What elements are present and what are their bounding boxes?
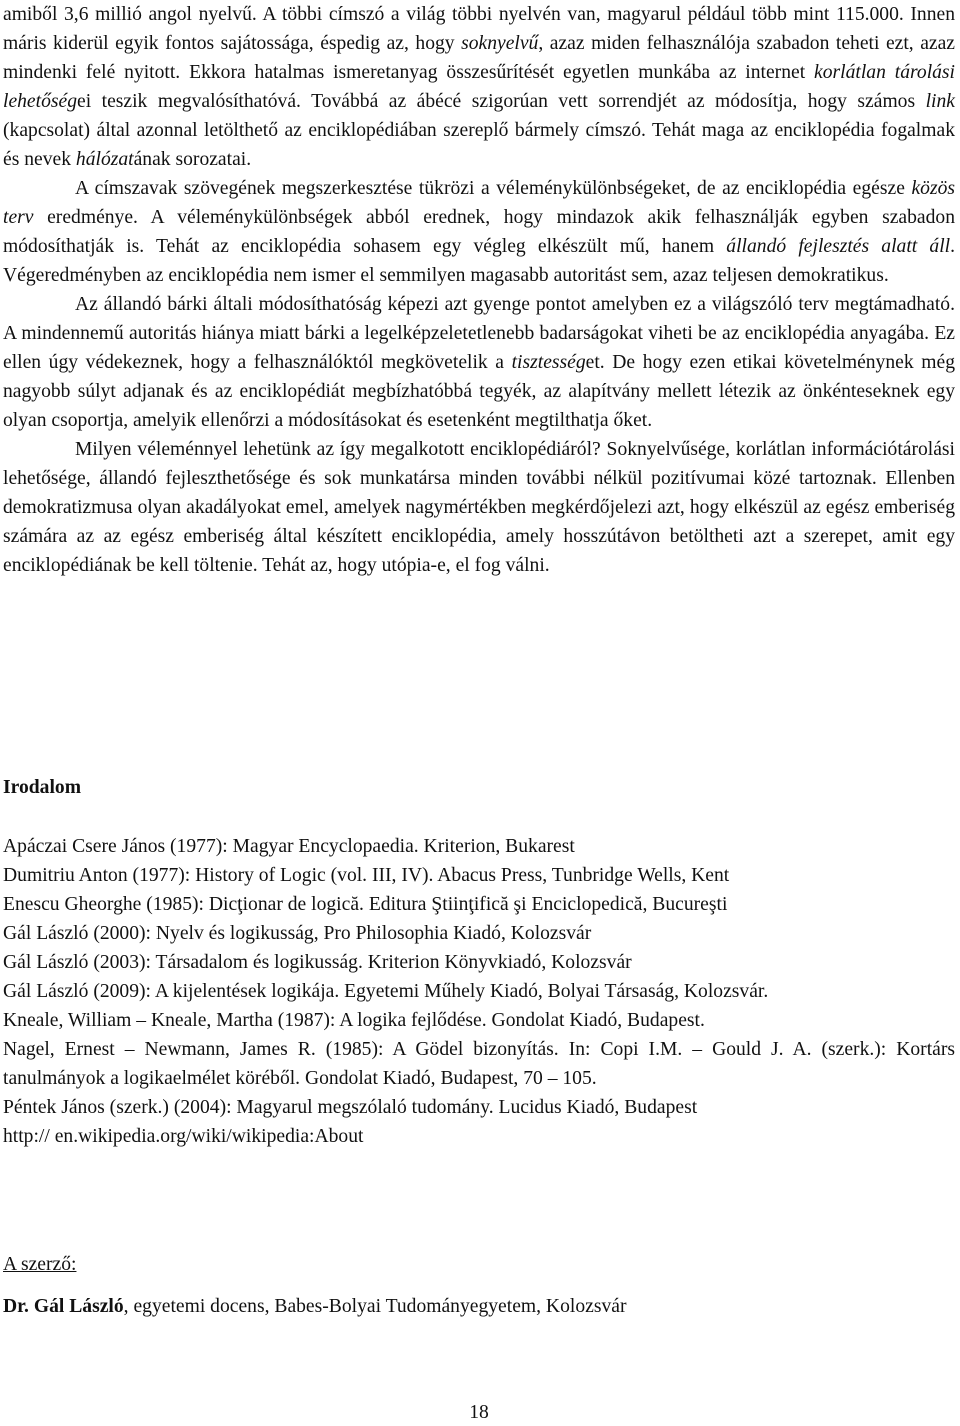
author-line (3, 1296, 626, 1318)
references-heading: Irodalom (3, 777, 82, 798)
page-number: 18 (469, 1402, 489, 1423)
paragraph-4 (3, 435, 955, 580)
reference-item: Gál László (2000): Nyelv és logikusság, Pro Philosophia Kiadó, Kolozsvár (3, 923, 592, 944)
text-run: Az állandó bárki általi módosíthatóság képezi azt gyenge pontot amelyben ez a világszóló terv megtámadható. A mindennemű autoritás hiánya miatt bárki a legelképzeletetlenebb badarságokat viheti be az enciklopédia anyagába. Ez ellen úgy védekeznek, hogy a felhasználóktól megkövetelik a (3, 294, 955, 373)
reference-item: Apáczai Csere János (1977): Magyar Encyclopaedia. Kriterion, Bukarest (3, 836, 575, 857)
text-run: amiből 3,6 millió angol nyelvű. A többi címszó a világ többi nyelvén van, magyarul például több mint 115.000. Innen máris kiderül egyik fontos sajátossága, éspedig az, hogy (3, 4, 955, 54)
emphasized-term: állandó fejlesztés alatt áll (726, 236, 951, 257)
emphasized-term: hálózat (75, 149, 134, 170)
text-run: Milyen véleménnyel lehetünk az így megalkotott enciklopédiáról? Soknyelvűsége, korlátlan információtárolási lehetősége, állandó fejleszthetősége és sok munkatársa minden további nélkül pozitívumai közé tartoznak. Ellenben demokratizmusa olyan akadályokat emel, amelyek nagymértékben megkérdőjelezi azt, hogy elkészül az egész emberiség számára az az egész emberiség által készített enciklopédia, amely hosszútávon betöltheti azt a szerepet, amit egy enciklopédiának be kell töltenie. Tehát az, hogy utópia-e, el fog válni. (3, 439, 955, 576)
text-run: (kapcsolat) által azonnal letölthető az enciklopédiában szereplő bármely címszó. Tehát maga az enciklopédia fogalmak és nevek (3, 120, 955, 170)
body-text-block (3, 2, 955, 580)
text-run: et. De hogy ezen etikai követelménynek még nagyobb súlyt adjanak és az enciklopédiát megbízhatóbbá tegyék, az alapítvány mellett létezik az önkénteseknek egy olyan csoportja, amelyik ellenőrzi a módosításokat és esetenként megtilthatja őket. (3, 352, 955, 431)
text-run: ának sorozatai. (133, 149, 252, 170)
reference-item: Gál László (2003): Társadalom és logikusság. Kriterion Könyvkiadó, Kolozsvár (3, 952, 632, 973)
reference-item: Gál László (2009): A kijelentések logikája. Egyetemi Műhely Kiadó, Bolyai Társaság, Kolozsvár. (3, 981, 769, 1002)
author-affiliation: , egyetemi docens, Babes-Bolyai Tudományegyetem, Kolozsvár (123, 1296, 627, 1317)
text-run: eredménye. A véleménykülönbségek abból erednek, hogy mindazok akik felhasználják egyben szabadon módosíthatják is. Tehát az enciklopédia sohasem egy végleg elkészült mű, hanem (3, 207, 955, 257)
paragraph-1 (3, 0, 955, 174)
emphasized-term: soknyelvű (461, 33, 539, 54)
reference-link[interactable]: http:// en.wikipedia.org/wiki/wikipedia:About (3, 1126, 364, 1147)
reference-item: Kneale, William – Kneale, Martha (1987): A logika fejlődése. Gondolat Kiadó, Budapest. (3, 1010, 705, 1031)
reference-item: Enescu Gheorghe (1985): Dicţionar de logică. Editura Ştiinţifică şi Enciclopedică, Bucureşti (3, 894, 728, 915)
references-list (3, 832, 955, 1151)
emphasized-term: tisztesség (511, 352, 586, 373)
emphasized-term: közös terv (3, 178, 955, 228)
emphasized-term: korlátlan tárolási lehetőség (3, 62, 956, 112)
reference-item: Péntek János (szerk.) (2004): Magyarul megszólaló tudomány. Lucidus Kiadó, Budapest (3, 1097, 698, 1118)
emphasized-term: link (925, 91, 955, 112)
author-label: A szerző: (3, 1254, 77, 1275)
text-run: ei teszik megvalósíthatóvá. Továbbá az ábécé szigorúan vett sorrendjét az módosítja, hogy számos (77, 91, 926, 112)
reference-item: Dumitriu Anton (1977): History of Logic (vol. III, IV). Abacus Press, Tunbridge Wells, Kent (3, 865, 730, 886)
text-run: A címszavak szövegének megszerkesztése tükrözi a véleménykülönbségeket, de az enciklopédia egésze (75, 178, 912, 199)
text-run: . Végeredményben az enciklopédia nem ismer el semmilyen magasabb autoritást sem, azaz teljesen demokratikus. (3, 236, 956, 286)
reference-item: Nagel, Ernest – Newmann, James R. (1985): A Gödel bizonyítás. In: Copi I.M. – Gould J. A. (szerk.): Kortárs tanulmányok a logikaelmélet köréből. Gondolat Kiadó, Budapest, 70 – 105. (3, 1039, 955, 1089)
paragraph-2 (3, 174, 955, 290)
paragraph-3 (3, 290, 955, 435)
author-name: Dr. Gál László (3, 1296, 124, 1317)
text-run: , azaz miden felhasználója szabadon teheti ezt, azaz mindenki felé nyitott. Ekkora hatalmas ismeretanyag összesűrítését egyetlen munkába az internet (3, 33, 955, 83)
